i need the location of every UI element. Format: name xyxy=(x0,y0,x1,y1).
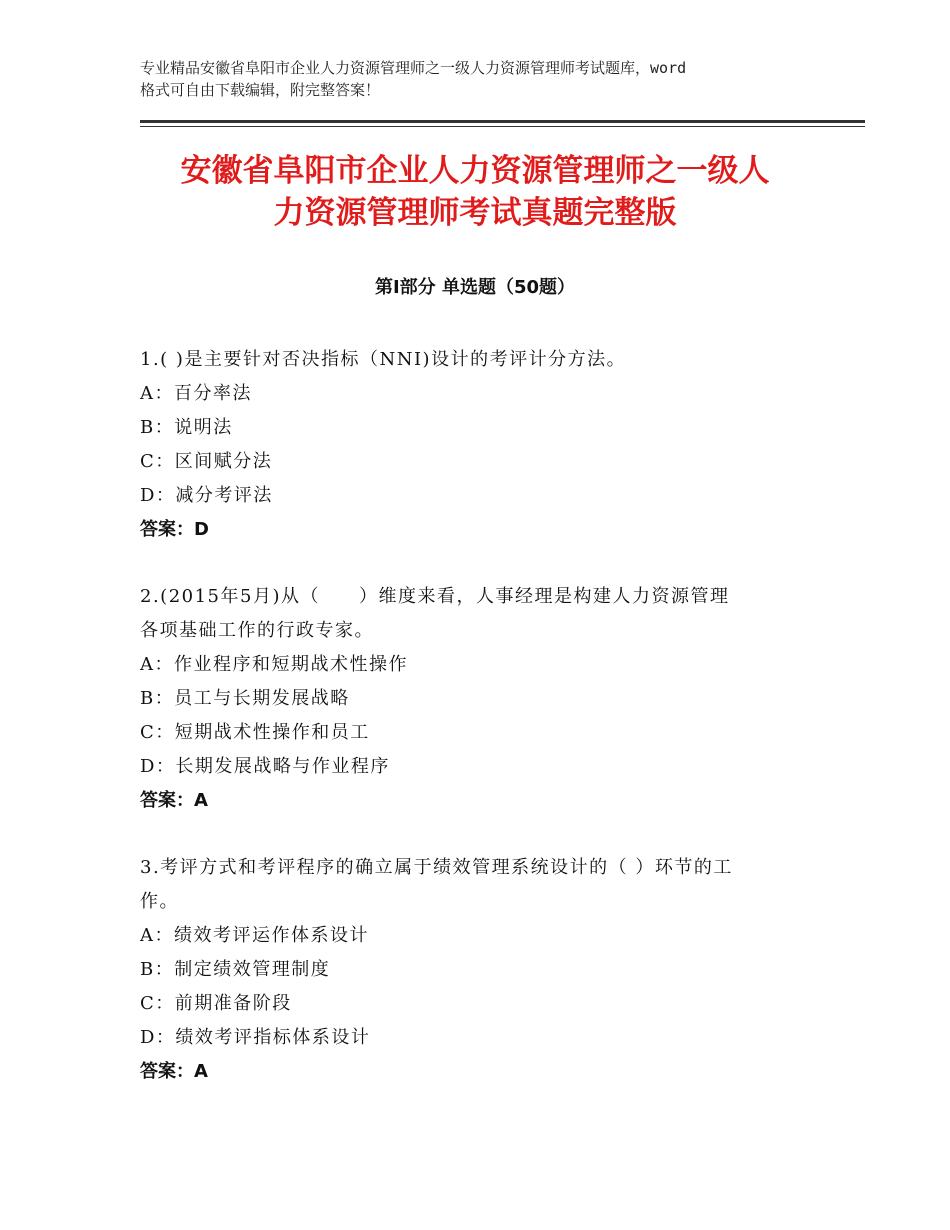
option-b: B：员工与长期发展战略 xyxy=(140,688,350,709)
option-c: C：短期战术性操作和员工 xyxy=(140,722,370,743)
question-stem: 2.(2015年5月)从（ ）维度来看，人事经理是构建人力资源管理 xyxy=(140,586,730,607)
option-d: D：减分考评法 xyxy=(140,485,273,506)
option-a: A：作业程序和短期战术性操作 xyxy=(140,654,408,675)
question-1 xyxy=(140,343,820,547)
question-stem-continued: 各项基础工作的行政专家。 xyxy=(140,620,374,641)
answer: 答案：A xyxy=(140,790,208,811)
option-a: A：百分率法 xyxy=(140,383,252,404)
header-divider-thin xyxy=(140,126,865,127)
question-list xyxy=(140,343,820,1122)
document-title xyxy=(100,150,850,234)
header-note xyxy=(140,57,820,101)
header-note-line: 格式可自由下载编辑，附完整答案！ xyxy=(140,81,381,99)
document-title-line: 安徽省阜阳市企业人力资源管理师之一级人 xyxy=(180,153,770,189)
document-title-line: 力资源管理师考试真题完整版 xyxy=(273,195,677,231)
question-stem: 3.考评方式和考评程序的确立属于绩效管理系统设计的（ ）环节的工 xyxy=(140,857,733,878)
question-stem-continued: 作。 xyxy=(140,891,179,912)
answer: 答案：A xyxy=(140,1061,208,1082)
question-stem: 1.( )是主要针对否决指标（NNI)设计的考评计分方法。 xyxy=(140,349,627,370)
answer: 答案：D xyxy=(140,519,209,540)
question-2 xyxy=(140,580,820,818)
header-divider xyxy=(140,120,865,123)
option-b: B：制定绩效管理制度 xyxy=(140,959,331,980)
section-title: 第Ⅰ部分 单选题（50题） xyxy=(374,277,575,298)
header-note-line: 专业精品安徽省阜阳市企业人力资源管理师之一级人力资源管理师考试题库，word xyxy=(140,59,687,77)
option-c: C：前期准备阶段 xyxy=(140,993,292,1014)
option-b: B：说明法 xyxy=(140,417,233,438)
question-3 xyxy=(140,851,820,1089)
option-d: D：长期发展战略与作业程序 xyxy=(140,756,390,777)
option-c: C：区间赋分法 xyxy=(140,451,273,472)
option-d: D：绩效考评指标体系设计 xyxy=(140,1027,371,1048)
option-a: A：绩效考评运作体系设计 xyxy=(140,925,369,946)
